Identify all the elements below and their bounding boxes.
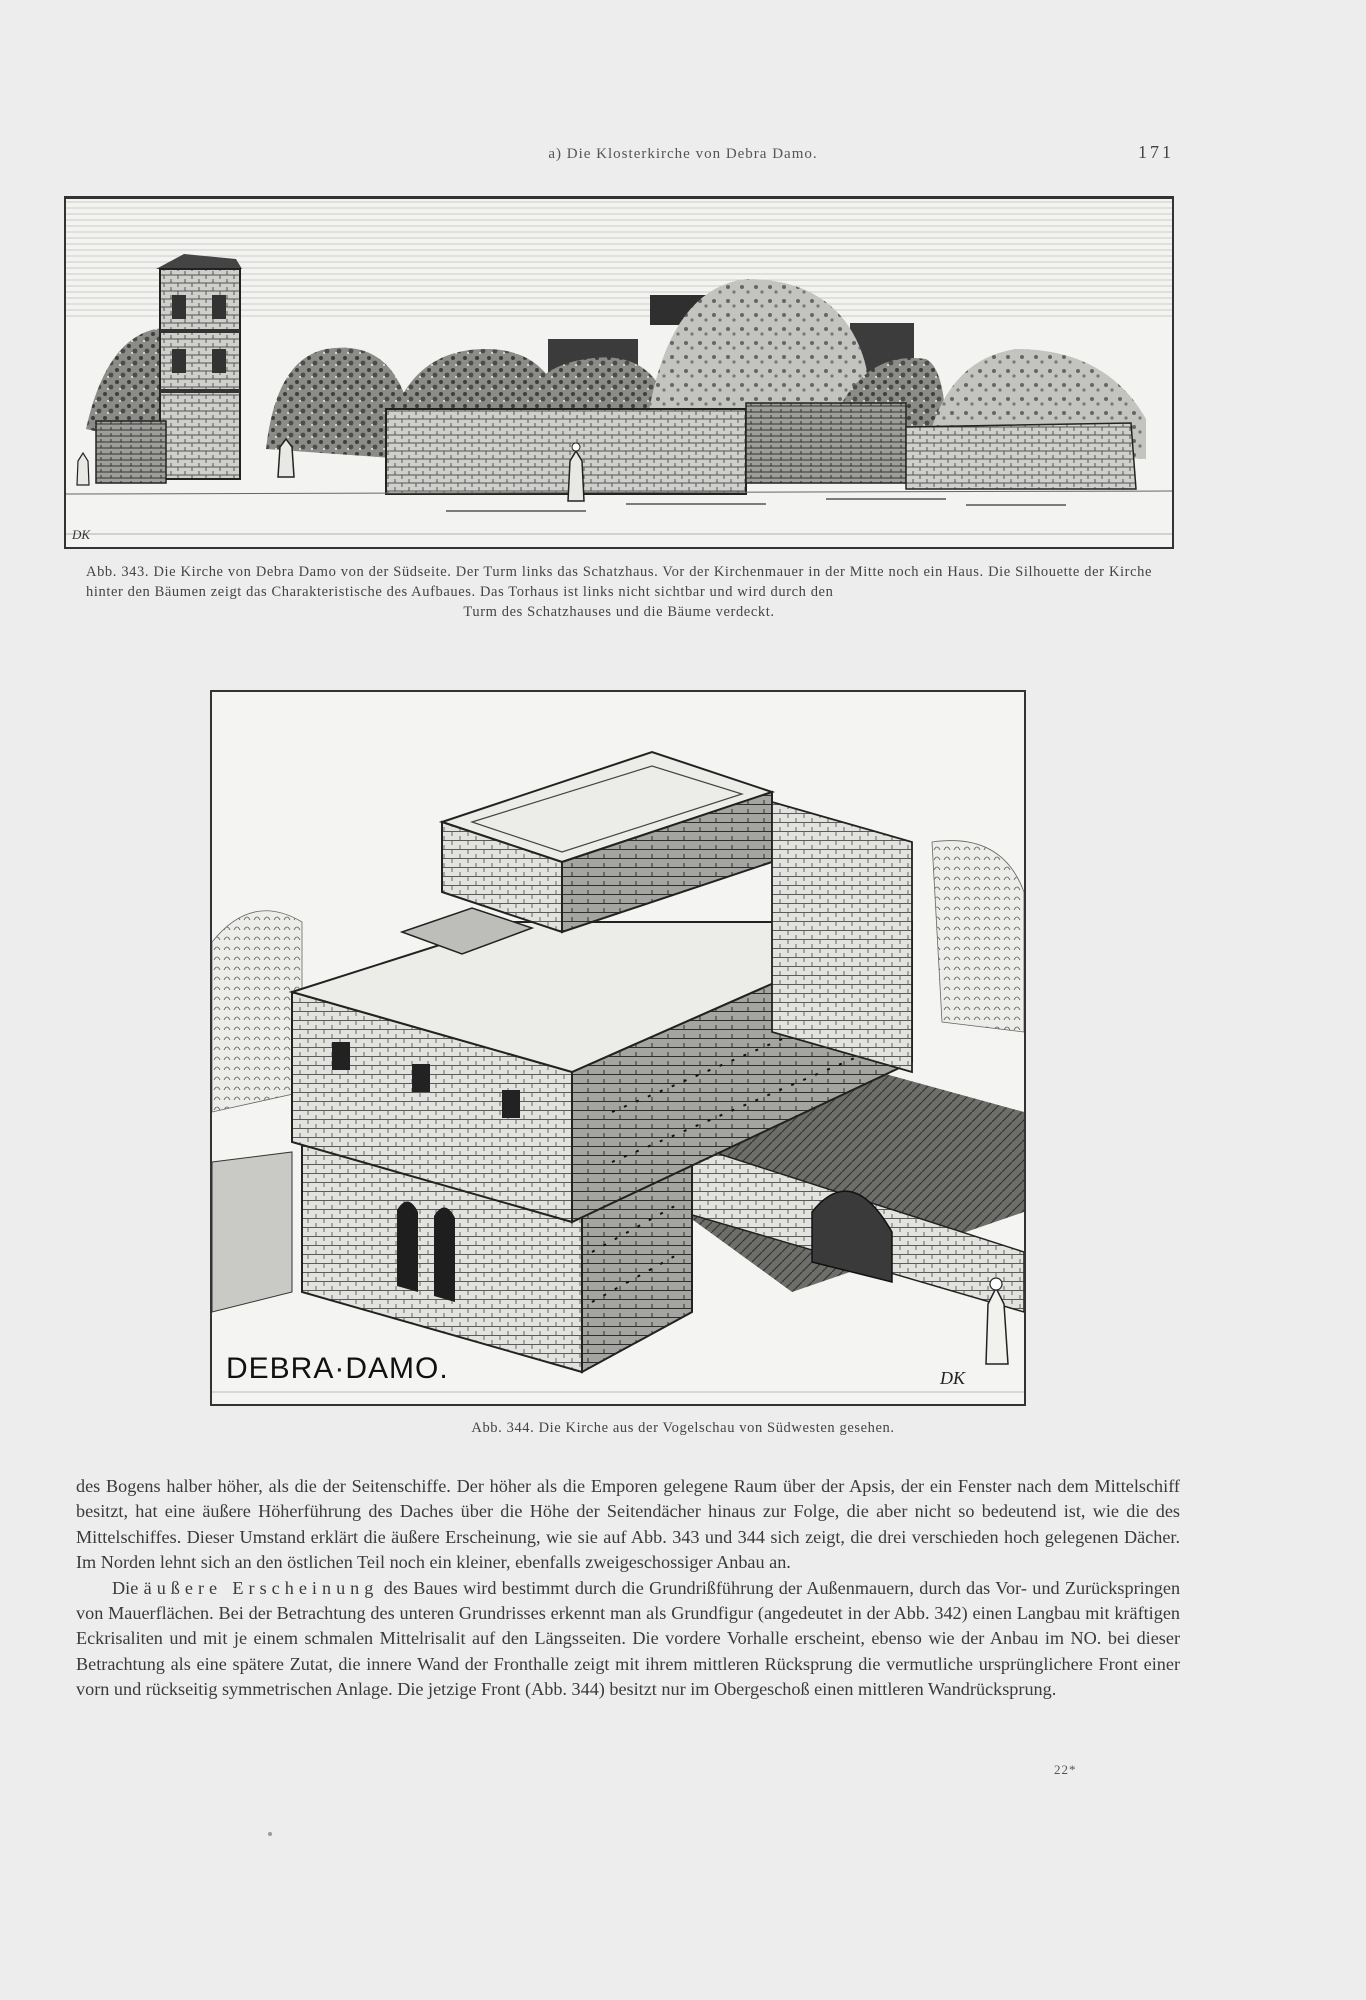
figure-344-inscription: DEBRA·DAMO. (226, 1352, 449, 1385)
figure-344-caption: Abb. 344. Die Kirche aus der Vogelschau von Südwesten gesehen. (471, 1420, 895, 1436)
figure-343-label: Abb. 343. (86, 564, 150, 580)
figure-344-illustration (210, 690, 1026, 1406)
paragraph-2-spaced-term: äußere Erscheinung (143, 1577, 379, 1598)
running-head: a) Die Klosterkirche von Debra Damo. (548, 146, 818, 162)
figure-343-monogram: DK (72, 527, 91, 542)
figure-343-caption (86, 562, 1152, 622)
page-number: 171 (1138, 142, 1174, 162)
paragraph-2-lead: Die (112, 1577, 139, 1598)
body-paragraph-2 (76, 1576, 1180, 1703)
body-text (76, 1474, 1180, 1703)
figure-343-caption-text: Die Kirche von Debra Damo von der Südseite. Der Turm links das Schatzhaus. Vor der Kirchenmauer in der Mitte noch ein Haus. Die Silhouette der Kirche hinter den Bäumen zeigt das Charakteristische des Aufbaues. Das Torhaus ist links nicht sichtbar und wird durch den (86, 564, 1153, 600)
figure-343-illustration (64, 196, 1174, 549)
figure-344-monogram: DK (940, 1368, 966, 1388)
paragraph-2-rest: des Baues wird bestimmt durch die Grundrißführung der Außenmauern, durch das Vor- und Zurückspringen von Mauerflächen. Bei der Betrachtung des unteren Grundrisses erkennt man als Grundfigur (angedeutet in der Abb. 342) einen Langbau mit kräftigen Eckrisaliten und mit je einem schmalen Mittelrisalit auf den Längsseiten. Die vordere Vorhalle erscheint, ebenso wie der Anbau im NO. bei dieser Betrachtung als eine spätere Zutat, die innere Wand der Fronthalle zeigt mit ihrem mittleren Rücksprung die vermutliche ursprünglichere Front einer vorn und rückseitig symmetrischen Anlage. Die jetzige Front (Abb. 344) besitzt nur im Obergeschoß einen mittleren Wandrücksprung. (76, 1577, 1181, 1700)
figure-343-caption-last: Turm des Schatzhauses und die Bäume verdeckt. (463, 604, 775, 620)
signature-mark: 22* (1054, 1762, 1077, 1777)
paper-speck (268, 1832, 272, 1836)
body-paragraph-1: des Bogens halber höher, als die der Seitenschiffe. Der höher als die Emporen gelegene Raum über der Apsis, der ein Fenster nach dem Mittelschiff besitzt, hat eine äußere Höherführung des Daches über die Höhe der Seitendächer hinaus zur Folge, die aber nicht so bedeutend ist, wie die des Mittelschiffes. Dieser Umstand erklärt die äußere Erscheinung, wie sie auf Abb. 343 und 344 sich zeigt, die drei verschieden hoch gelegenen Dächer. Im Norden lehnt sich an den östlichen Teil noch ein kleiner, ebenfalls zweigeschossiger Anbau an. (76, 1476, 1180, 1573)
